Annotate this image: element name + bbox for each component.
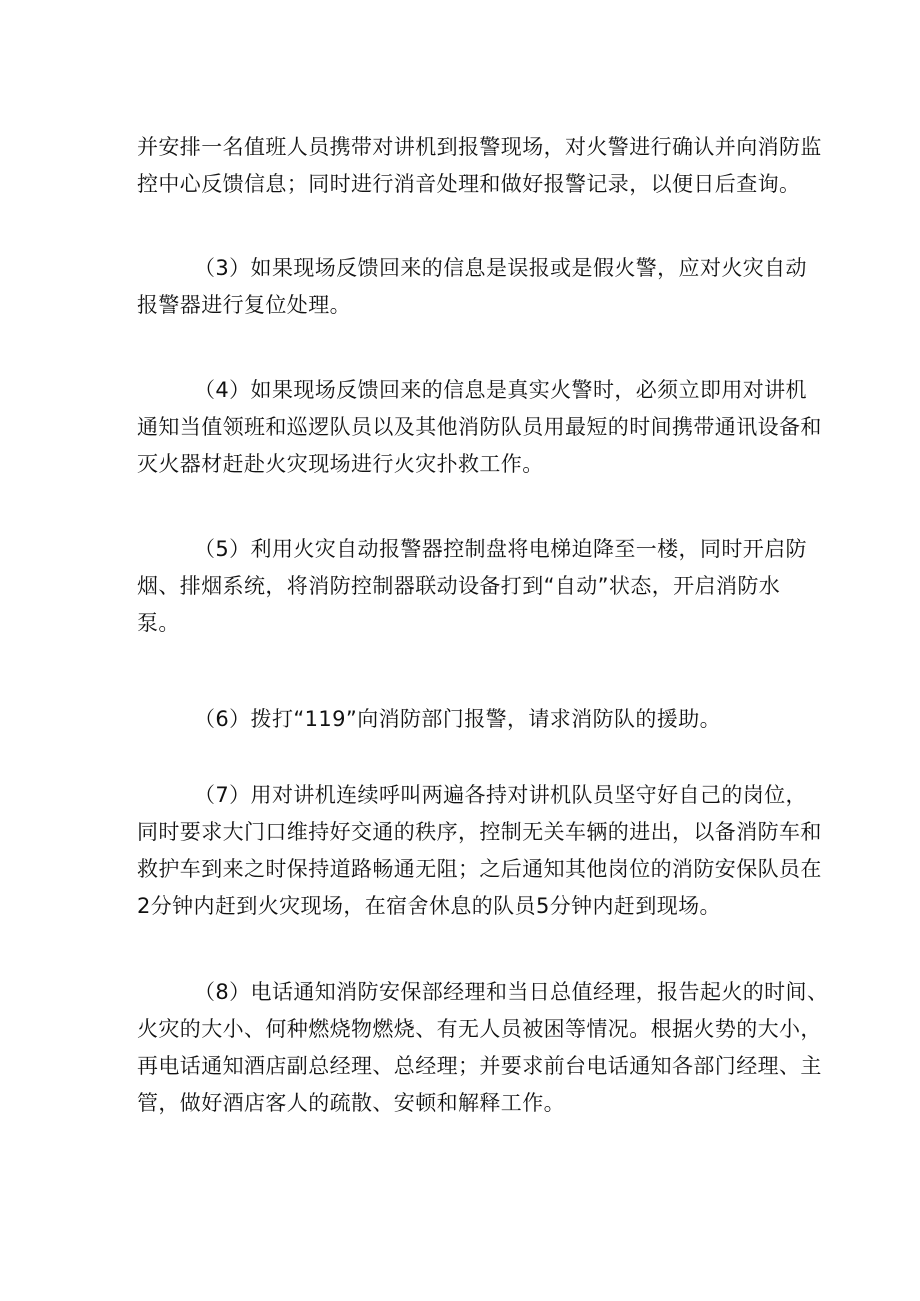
paragraph-item-7 bbox=[137, 777, 822, 925]
paragraph-continuation bbox=[137, 129, 822, 203]
paragraph-item-5 bbox=[137, 531, 817, 642]
paragraph-item-4 bbox=[137, 372, 822, 483]
text-line: 火灾的大小、何种燃烧物燃烧、有无人员被困等情况。根据火势的大小， bbox=[137, 1017, 822, 1041]
text-line: 泵。 bbox=[137, 611, 180, 635]
text-line: （4）如果现场反馈回来的信息是真实火警时，必须立即用对讲机 bbox=[194, 378, 807, 402]
text-line: （7）用对讲机连续呼叫两遍各持对讲机队员坚守好自己的岗位， bbox=[194, 783, 807, 807]
text-line: 灭火器材赶赴火灾现场进行火灾扑救工作。 bbox=[137, 452, 544, 476]
text-line: 同时要求大门口维持好交通的秩序，控制无关车辆的进出，以备消防车和 bbox=[137, 820, 822, 844]
text-line: 救护车到来之时保持道路畅通无阻；之后通知其他岗位的消防安保队员在 bbox=[137, 857, 822, 881]
text-line: （3）如果现场反馈回来的信息是误报或是假火警，应对火灾自动 bbox=[194, 256, 807, 280]
text-line: 烟、排烟系统，将消防控制器联动设备打到“自动”状态，开启消防水 bbox=[137, 574, 781, 598]
paragraph-item-3 bbox=[137, 250, 817, 324]
text-line: 并安排一名值班人员携带对讲机到报警现场，对火警进行确认并向消防监 bbox=[137, 135, 822, 159]
text-line: （8）电话通知消防安保部经理和当日总值经理，报告起火的时间、 bbox=[194, 980, 829, 1004]
text-line: 管，做好酒店客人的疏散、安顿和解释工作。 bbox=[137, 1091, 565, 1115]
text-line: （6）拨打“119”向消防部门报警，请求消防队的援助。 bbox=[194, 707, 722, 731]
paragraph-item-6 bbox=[137, 701, 817, 738]
text-line: 报警器进行复位处理。 bbox=[137, 293, 351, 317]
text-line: 通知当值领班和巡逻队员以及其他消防队员用最短的时间携带通讯设备和 bbox=[137, 415, 822, 439]
text-line: 2分钟内赶到火灾现场，在宿舍休息的队员5分钟内赶到现场。 bbox=[137, 894, 721, 918]
text-line: 控中心反馈信息；同时进行消音处理和做好报警记录，以便日后查询。 bbox=[137, 172, 801, 196]
text-line: 再电话通知酒店副总经理、总经理；并要求前台电话通知各部门经理、主 bbox=[137, 1054, 822, 1078]
paragraph-item-8 bbox=[137, 974, 829, 1122]
text-line: （5）利用火灾自动报警器控制盘将电梯迫降至一楼，同时开启防 bbox=[194, 537, 807, 561]
